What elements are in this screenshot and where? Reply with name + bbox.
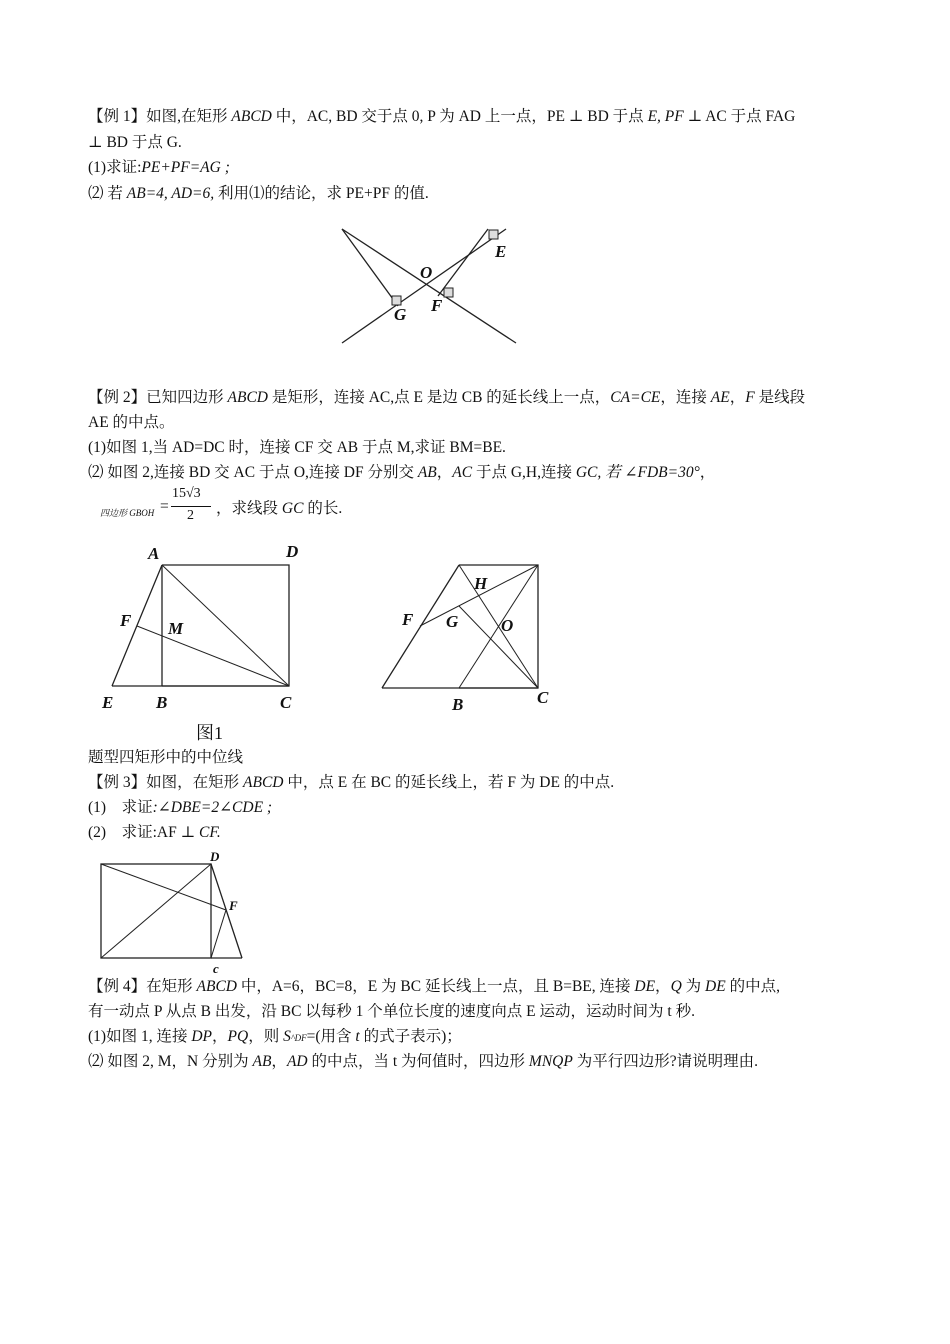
fig1-line-pf	[438, 229, 488, 296]
fig1-label-e: E	[495, 242, 507, 261]
fig2l-label-b: B	[156, 693, 168, 712]
fig2r-label-g: G	[446, 612, 459, 631]
fraction-numerator: 15√3	[172, 486, 201, 501]
figure-3	[96, 850, 256, 975]
fig2l-label-c: C	[280, 693, 292, 712]
ex4-question-1: (1)如图 1, 连接 DP，PQ，则 S^DF=(用含 t 的式子表示)；	[88, 1028, 462, 1045]
fig3-bd	[101, 864, 211, 958]
fig2r-label-f: F	[402, 610, 414, 629]
fig3-label-f: F	[229, 898, 238, 913]
fig1-line-pg	[342, 229, 398, 306]
fig1-right-angle-g	[392, 296, 401, 305]
fig1-right-angle-e	[489, 230, 498, 239]
fig2l-label-e: E	[102, 693, 114, 712]
fraction-denominator: 2	[187, 508, 194, 523]
ex3-line1: 【例 3】如图，在矩形 ABCD 中，点 E 在 BC 的延长线上，若 F 为 DE 的中点.	[88, 774, 615, 791]
ex1-question-2: ⑵ 若 AB=4, AD=6, 利用⑴的结论，求 PE+PF 的值.	[88, 185, 429, 202]
ex4-line1: 【例 4】在矩形 ABCD 中，A=6，BC=8，E 为 BC 延长线上一点，且 B=BE, 连接 DE，Q 为 DE 的中点,	[88, 978, 780, 995]
ex4-question-2: ⑵ 如图 2, M，N 分别为 AB，AD 的中点，当 t 为何值时，四边形 MNQP 为平行四边形?请说明理由.	[88, 1053, 758, 1070]
fig2l-label-f: F	[120, 611, 132, 630]
fig2l-label-a: A	[148, 544, 160, 563]
fig2l-fc	[137, 626, 289, 686]
fig1-label-g: G	[394, 305, 407, 324]
figure-1-crossing-lines	[338, 226, 523, 350]
fig2r-label-b: B	[452, 695, 464, 714]
fig3-cf	[211, 910, 226, 958]
fraction-bar	[171, 506, 211, 507]
fig2l-label-m: M	[168, 619, 184, 638]
fig3-label-c: c	[213, 961, 219, 976]
fig1-right-angle-f	[444, 288, 453, 297]
fig3-label-d: D	[210, 849, 220, 864]
fig1-label-o: O	[420, 263, 433, 282]
ex2-line1: 【例 2】已知四边形 ABCD 是矩形，连接 AC,点 E 是边 CB 的延长线上一点，CA=CE，连接 AE，F 是线段	[88, 389, 806, 406]
ex1-line2: ⊥ BD 于点 G.	[88, 134, 182, 151]
fig2r-label-o: O	[501, 616, 514, 635]
ex2-question-1: (1)如图 1,当 AD=DC 时，连接 CF 交 AB 于点 M,求证 BM=BE.	[88, 439, 506, 456]
ex1-line1: 【例 1】如图,在矩形 ABCD 中，AC, BD 交于点 0, P 为 AD 上一点，PE ⊥ BD 于点 E, PF ⊥ AC 于点 FAG	[88, 108, 796, 125]
fig2-caption: 图1	[196, 723, 223, 743]
fig1-line-bd	[342, 229, 506, 343]
fig1-line-ac	[342, 229, 516, 343]
fig2r-label-h: H	[474, 574, 488, 593]
fig2r-label-c: C	[537, 688, 549, 707]
ex2-line2: AE 的中点。	[88, 414, 175, 431]
fig2l-label-d: D	[286, 542, 299, 561]
section-heading: 题型四矩形中的中位线	[88, 749, 244, 766]
ex3-question-2: (2) 求证:AF ⊥ CF.	[88, 824, 221, 841]
fig3-af	[101, 864, 226, 910]
ex2-question-2: ⑵ 如图 2,连接 BD 交 AC 于点 O,连接 DF 分别交 AB，AC 于点 G,H,连接 GC, 若 ∠FDB=30°，	[88, 464, 716, 481]
fig2r-gc	[459, 606, 538, 688]
ex3-question-1: (1) 求证:∠DBE=2∠CDE ;	[88, 799, 273, 816]
ex4-line2: 有一动点 P 从点 B 出发，沿 BC 以每秒 1 个单位长度的速度向点 E 运动，运动时间为 t 秒.	[88, 1003, 695, 1020]
ex1-question-1: (1)求证:PE+PF=AG ;	[88, 159, 230, 176]
fig1-label-f: F	[431, 296, 443, 315]
figure-2-right	[376, 555, 566, 715]
figure-2-left	[96, 540, 316, 745]
